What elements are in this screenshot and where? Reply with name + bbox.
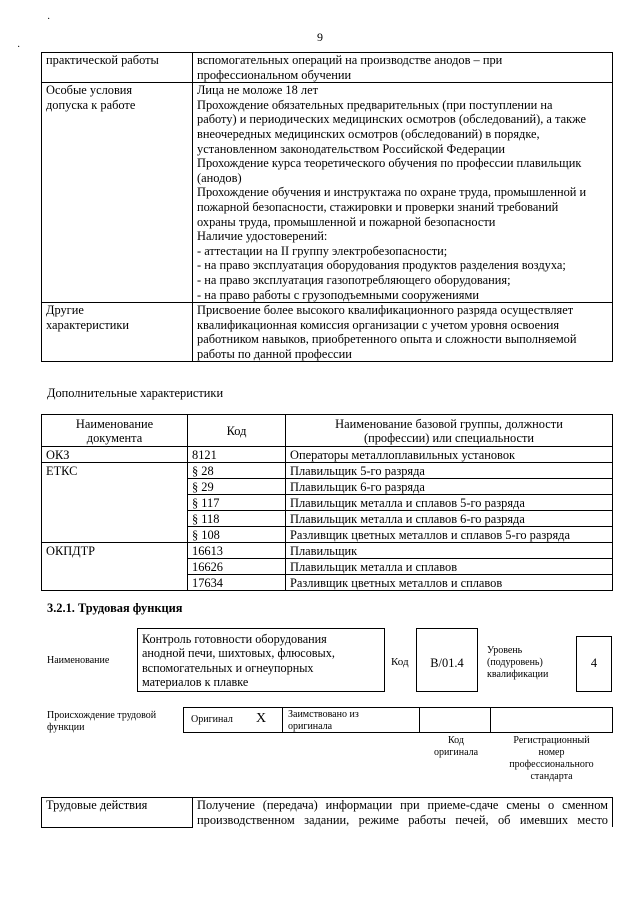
name-label: Наименование [47, 655, 110, 666]
code-cell: 16613 [188, 543, 286, 559]
code-cell: § 29 [188, 479, 286, 495]
borrowed-label: Заимствовано из оригинала [288, 709, 359, 732]
table-row [42, 83, 613, 303]
original-label: Оригинал [191, 714, 233, 725]
row-text: Получение (передача) информации при приеме-сдаче смены о сменном [193, 798, 613, 813]
origin-original-box [183, 707, 283, 733]
row-label: практической работы [42, 53, 193, 83]
doc-cell [42, 575, 188, 591]
table-row [42, 543, 613, 559]
origin-code-box [419, 707, 491, 733]
table-row [42, 559, 613, 575]
row-text: производственном задании, режиме работы печей, об имевших место [193, 813, 613, 828]
name-cell: Плавильщик металла и сплавов [286, 559, 613, 575]
origin-label: Происхождение трудовой функции [47, 710, 157, 733]
column-header: Наименование базовой группы, должности (профессии) или специальности [286, 415, 613, 447]
table-row [42, 798, 613, 813]
code-cell: § 28 [188, 463, 286, 479]
table-row [42, 495, 613, 511]
table-row [42, 447, 613, 463]
code-cell: § 108 [188, 527, 286, 543]
column-header: Код [188, 415, 286, 447]
name-cell: Разливщик цветных металлов и сплавов [286, 575, 613, 591]
table-row [42, 527, 613, 543]
name-cell: Плавильщик [286, 543, 613, 559]
code-cell: 16626 [188, 559, 286, 575]
additional-characteristics-caption: Дополнительные характеристики [47, 386, 224, 400]
function-name-box [137, 628, 385, 692]
code-cell: § 117 [188, 495, 286, 511]
doc-cell: ЕТКС [42, 463, 188, 479]
row-label: Другие характеристики [42, 303, 193, 362]
origin-reg-box [490, 707, 613, 733]
code-cell: § 118 [188, 511, 286, 527]
doc-cell [42, 511, 188, 527]
table-row [42, 511, 613, 527]
function-code-box [416, 628, 478, 692]
scan-mark: · [47, 14, 51, 25]
function-name-value: Контроль готовности оборудования анодной печи, шихтовых, флюсовых, вспомогательных и огнеупорных материалов к плавке [142, 632, 335, 690]
code-label: Код [391, 656, 409, 668]
table-row [42, 303, 613, 362]
name-cell: Плавильщик металла и сплавов 5-го разряда [286, 495, 613, 511]
doc-cell: ОКЗ [42, 447, 188, 463]
table-row [42, 53, 613, 83]
name-cell: Плавильщик металла и сплавов 6-го разряда [286, 511, 613, 527]
code-cell: 8121 [188, 447, 286, 463]
function-code-value: B/01.4 [430, 656, 464, 670]
doc-cell [42, 495, 188, 511]
original-mark: X [256, 711, 267, 726]
level-value: 4 [590, 656, 598, 670]
row-label: Трудовые действия [42, 798, 193, 828]
row-text: Лица не моложе 18 лет Прохождение обязательных предварительных (при поступлении на работу) и периодических медицинских осмотров (обследований), а также внеочередных медицинских осмотров (обследований) в порядке, установленном законодательством Российской Федерации Прохождение курса теоретического обучения по профессии плавильщик (анодов) Прохождение обучения и инструктажа по охране труда, промышленной и пожарной безопасности, стажировки и проверки знаний требований охраны труда, промышленной и пожарной безопасности Наличие удостоверений: - аттестации на II группу электробезопасности; - на право эксплуатация оборудования продуктов разделения воздуха; - на право эксплуатация газопотребляющего оборудования; - на право работы с грузоподъемными сооружениями [193, 83, 613, 303]
code-cell: 17634 [188, 575, 286, 591]
labor-actions-table [41, 797, 613, 828]
table-row [42, 479, 613, 495]
doc-cell [42, 479, 188, 495]
scan-mark: · [17, 42, 21, 53]
doc-cell: ОКПДТР [42, 543, 188, 559]
level-box [576, 636, 612, 692]
origin-borrowed-box [282, 707, 420, 733]
doc-cell [42, 559, 188, 575]
doc-cell [42, 527, 188, 543]
row-text: Присвоение более высокого квалификационного разряда осуществляет квалификационная комиссия организации с учетом уровня освоения работником навыков, приобретенного опыта и сложности выполняемой работы по данной профессии [193, 303, 613, 362]
qualification-requirements-table [41, 52, 613, 362]
row-label: Особые условия допуска к работе [42, 83, 193, 303]
table-row [42, 463, 613, 479]
additional-characteristics-table [41, 414, 613, 591]
row-text: вспомогательных операций на производстве анодов – при профессиональном обучении [193, 53, 613, 83]
page-number: 9 [317, 30, 323, 44]
column-header: Наименование документа [42, 415, 188, 447]
code-original-caption: Код оригинала [433, 735, 479, 758]
table-header-row [42, 415, 613, 447]
name-cell: Плавильщик 5-го разряда [286, 463, 613, 479]
table-row [42, 575, 613, 591]
reg-number-caption: Регистрационный номер профессионального стандарта [509, 735, 594, 782]
name-cell: Плавильщик 6-го разряда [286, 479, 613, 495]
section-title: 3.2.1. Трудовая функция [47, 601, 183, 615]
name-cell: Разливщик цветных металлов и сплавов 5-го разряда [286, 527, 613, 543]
name-cell: Операторы металлоплавильных установок [286, 447, 613, 463]
level-label: Уровень (подуровень) квалификации [487, 645, 549, 680]
